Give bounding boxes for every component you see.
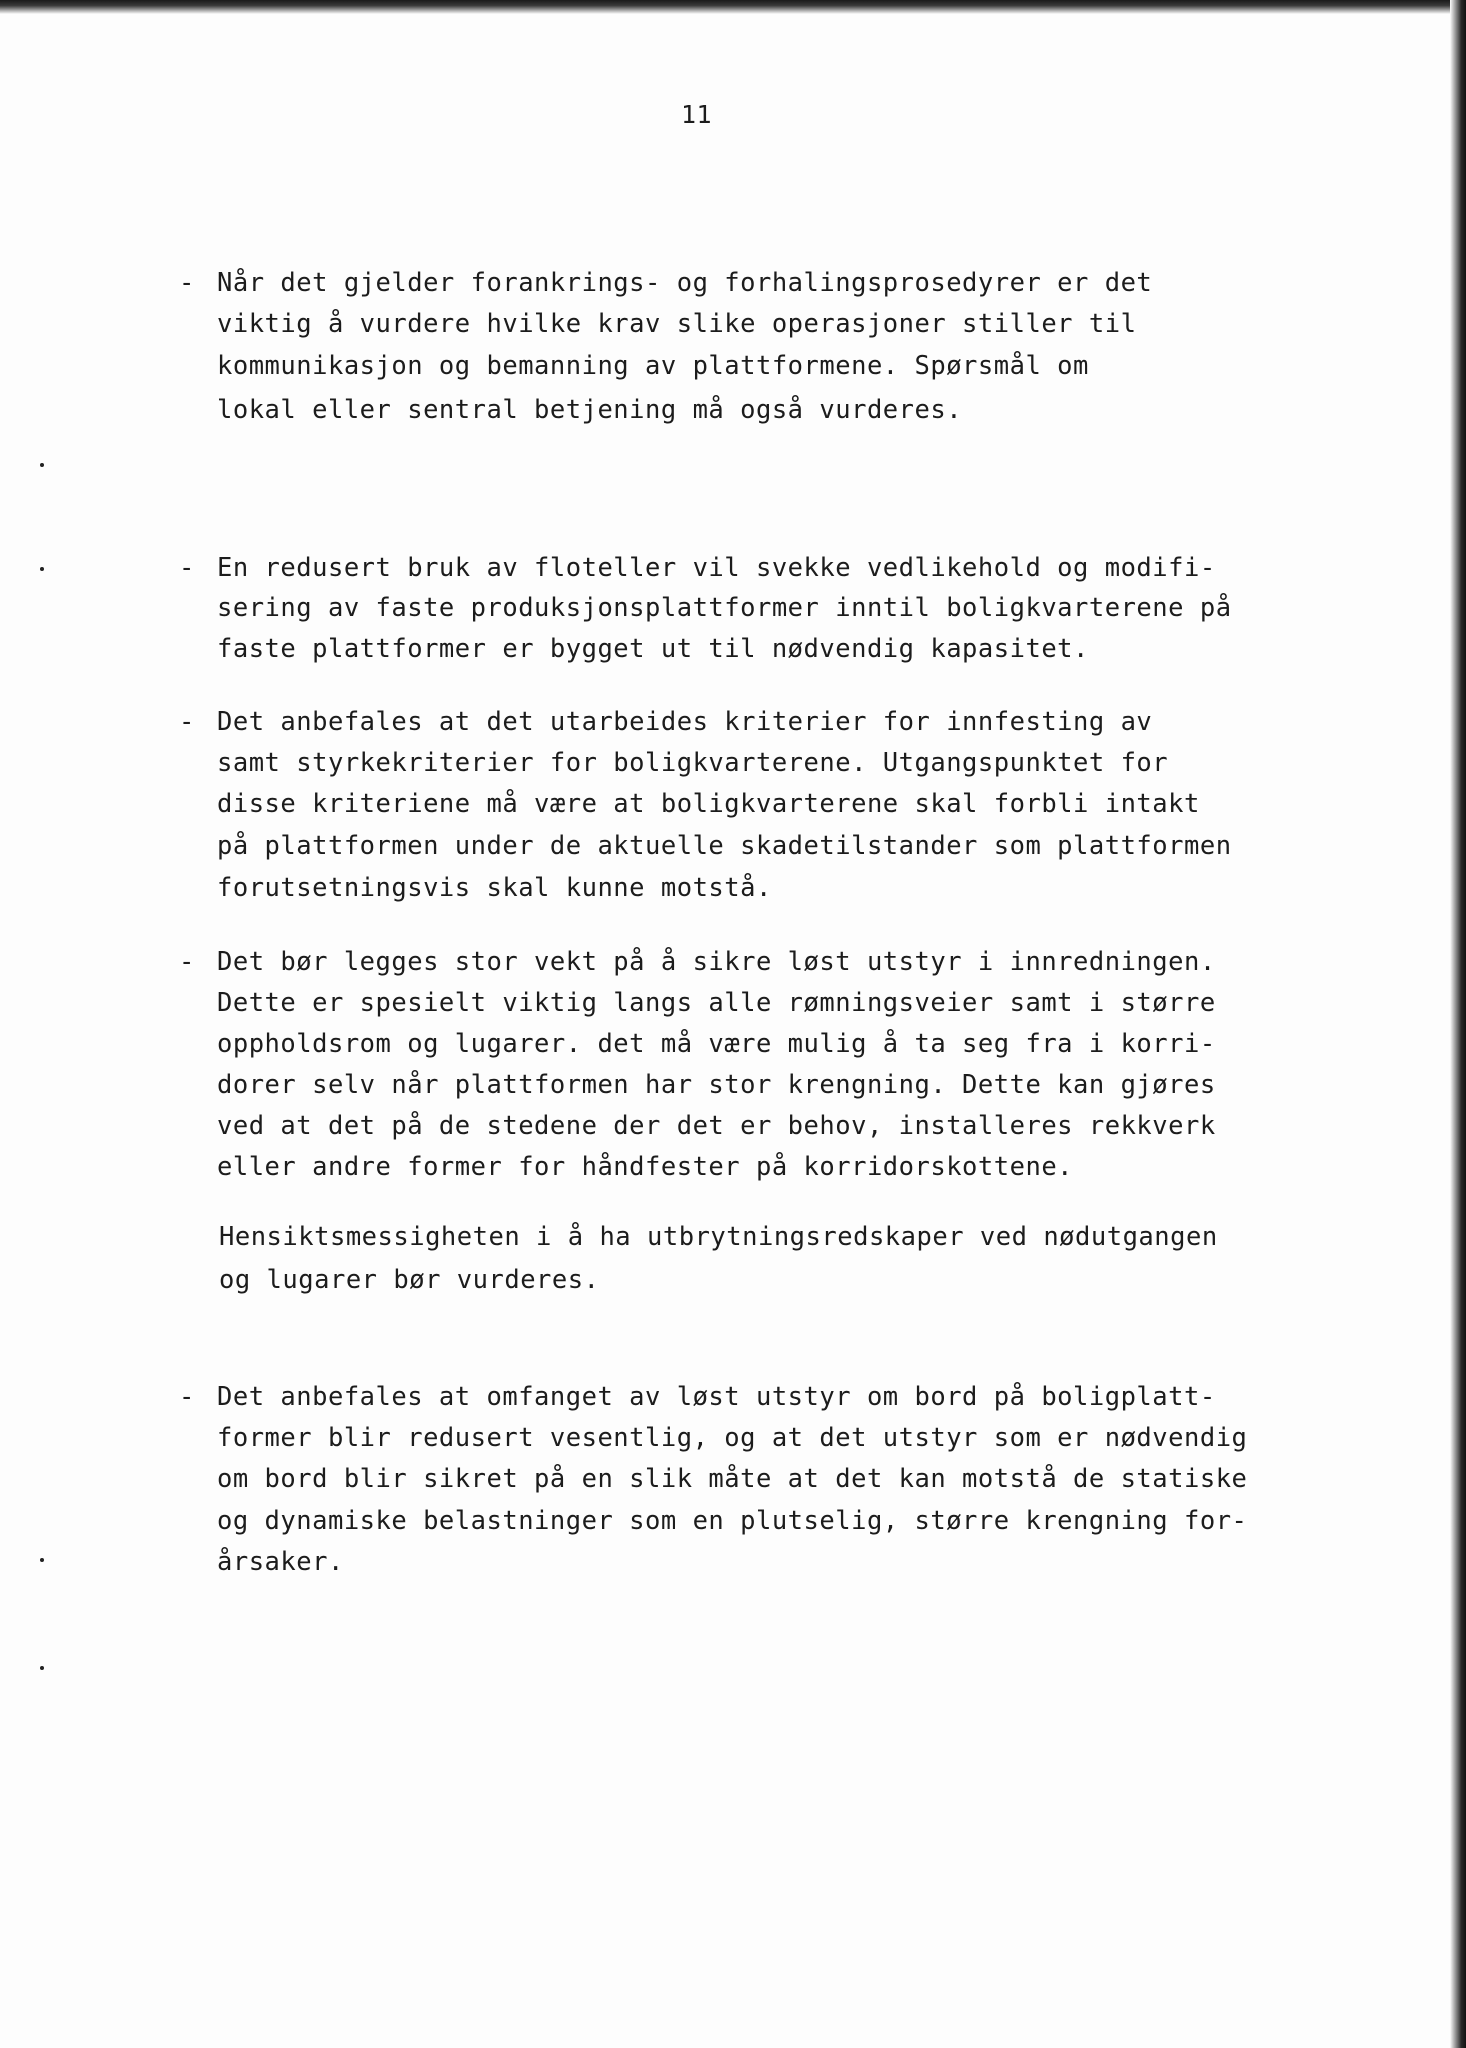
text-line: årsaker. — [217, 1547, 344, 1577]
text-line: viktig å vurdere hvilke krav slike operasjoner stiller til — [217, 309, 1137, 339]
text-line: Dette er spesielt viktig langs alle rømningsveier samt i større — [217, 988, 1216, 1018]
text-line: eller andre former for håndfester på korridorskottene. — [217, 1152, 1074, 1182]
text-line: Når det gjelder forankrings- og forhalingsprosedyrer er det — [217, 268, 1153, 298]
text-line: lokal eller sentral betjening må også vurderes. — [217, 395, 963, 425]
text-line: ved at det på de stedene der det er behov, installeres rekkverk — [217, 1111, 1216, 1141]
dash-marker: - — [179, 707, 195, 737]
text-line: forutsetningsvis skal kunne motstå. — [217, 873, 772, 903]
scan-speck — [40, 1666, 44, 1670]
text-line: samt styrkekriterier for boligkvarterene. Utgangspunktet for — [217, 748, 1169, 778]
text-line: Hensiktsmessigheten i å ha utbrytningsredskaper ved nødutgangen — [219, 1222, 1218, 1252]
text-line: dorer selv når plattformen har stor krengning. Dette kan gjøres — [217, 1070, 1216, 1100]
scan-speck — [40, 1558, 44, 1562]
text-line: Det bør legges stor vekt på å sikre løst utstyr i innredningen. — [217, 947, 1216, 977]
text-line: oppholdsrom og lugarer. det må være mulig å ta seg fra i korri- — [217, 1029, 1216, 1059]
text-line: på plattformen under de aktuelle skadetilstander som plattformen — [217, 831, 1232, 861]
dash-marker: - — [179, 1382, 195, 1412]
page-number: 11 — [681, 100, 713, 129]
text-line: En redusert bruk av floteller vil svekke vedlikehold og modifi- — [217, 553, 1216, 583]
text-line: Det anbefales at det utarbeides kriterier for innfesting av — [217, 707, 1153, 737]
dash-marker: - — [179, 553, 195, 583]
text-line: Det anbefales at omfanget av løst utstyr om bord på boligplatt- — [217, 1382, 1216, 1412]
text-line: sering av faste produksjonsplattformer inntil boligkvarterene på — [217, 593, 1232, 623]
scan-speck — [40, 463, 44, 467]
text-line: disse kriteriene må være at boligkvarterene skal forbli intakt — [217, 789, 1200, 819]
text-line: kommunikasjon og bemanning av plattformene. Spørsmål om — [217, 351, 1089, 381]
text-line: og dynamiske belastninger som en plutselig, større krengning for- — [217, 1506, 1248, 1536]
scan-edge-top — [0, 0, 1466, 14]
text-line: og lugarer bør vurderes. — [219, 1265, 600, 1295]
dash-marker: - — [179, 947, 195, 977]
text-line: former blir redusert vesentlig, og at det utstyr som er nødvendig — [217, 1423, 1248, 1453]
scan-speck — [40, 567, 44, 571]
text-line: faste plattformer er bygget ut til nødvendig kapasitet. — [217, 634, 1089, 664]
text-line: om bord blir sikret på en slik måte at det kan motstå de statiske — [217, 1464, 1248, 1494]
dash-marker: - — [179, 268, 195, 298]
scan-edge-right — [1450, 0, 1466, 2048]
